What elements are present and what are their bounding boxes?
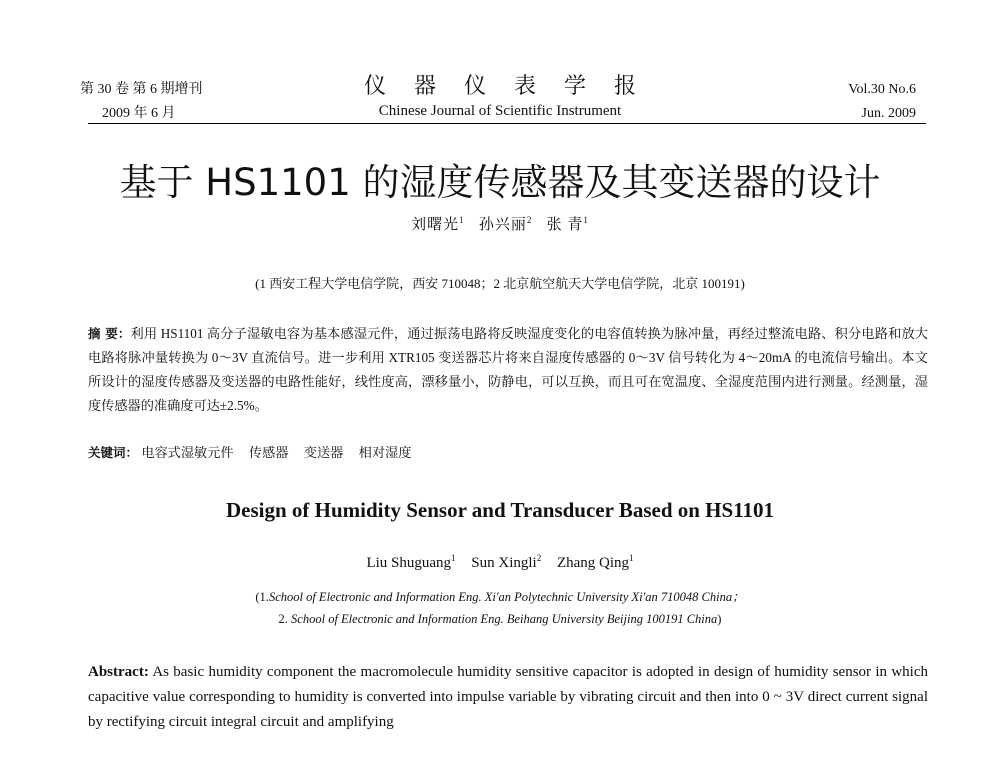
affiliation-en [0, 586, 1000, 630]
author-en: Liu Shuguang$^1$ [366, 553, 456, 571]
paper-title-cn: 基于 HS1101 的湿度传感器及其变送器的设计 [119, 161, 881, 204]
volume-issue: 第 30 卷 第 6 期增刊 [80, 82, 203, 97]
abstract-en [88, 660, 928, 735]
keyword: 变送器 [303, 445, 344, 460]
header-left [80, 78, 203, 126]
abstract-cn-label: 摘 要： [88, 326, 131, 341]
author-cn: 孙兴丽$^2$ [478, 215, 533, 233]
journal-name-en: Chinese Journal of Scientific Instrument [378, 103, 622, 119]
affiliation-en-line-1: (1.School of Electronic and Information Eng. Xi'an Polytechnic University Xi'an 710048 China； [255, 590, 745, 604]
author-en: Zhang Qing$^1$ [556, 553, 634, 571]
authors-en [0, 552, 1000, 574]
keyword: 电容式湿敏元件 [141, 445, 234, 460]
abstract-en-label: Abstract: [88, 664, 149, 680]
header-right [848, 78, 916, 126]
abstract-en-text: As basic humidity component the macromolecule humidity sensitive capacitor is adopted in design of humidity sensor in which capacitive value corresponding to humidity is converted into impulse variable by vibrating circuit and then into 0 ~ 3V direct current signal by rectifying circuit integral circuit and amplifying [88, 664, 928, 730]
author-en: Sun Xingli$^2$ [471, 553, 542, 571]
keywords-cn [88, 443, 928, 463]
paper-title-en: Design of Humidity Sensor and Transducer Based on HS1101 [225, 498, 775, 522]
issue-date-cn: 2009 年 6 月 [102, 106, 176, 121]
keyword: 相对湿度 [358, 445, 412, 460]
affiliation-cn: (1 西安工程大学电信学院，西安 710048；2 北京航空航天大学电信学院，北京 100191) [255, 276, 745, 291]
volume-issue-en: Vol.30 No.6 [848, 82, 916, 97]
author-cn: 张 青$^1$ [546, 215, 589, 233]
keywords-cn-label: 关键词： [88, 445, 139, 460]
issue-date-en: Jun. 2009 [861, 106, 916, 121]
keyword: 传感器 [248, 445, 289, 460]
abstract-cn-text: 利用 HS1101 高分子湿敏电容为基本感湿元件，通过振荡电路将反映湿度变化的电容值转换为脉冲量，再经过整流电路、积分电路和放大电路将脉冲量转换为 0～3V 直流信号。进一步利用 XTR105 变送器芯片将来自湿度传感器的 0～3V 信号转化为 4～20mA 的电流信号输出。本文所设计的湿度传感器及变送器的电路性能好，线性度高，漂移量小，防静电，可以互换，而且可在宽温度、全湿度范围内进行测量。经测量，湿度传感器的准确度可达±2.5%。 [88, 326, 928, 413]
authors-cn [0, 214, 1000, 236]
author-cn: 刘曙光$^1$ [411, 215, 465, 233]
journal-name-cn: 仪器仪表学报 [363, 73, 664, 98]
abstract-cn [88, 322, 928, 418]
affiliation-en-line-2: 2. School of Electronic and Information Eng. Beihang University Beijing 100191 China) [278, 612, 722, 626]
header-rule [88, 123, 926, 124]
header-center [300, 72, 700, 122]
